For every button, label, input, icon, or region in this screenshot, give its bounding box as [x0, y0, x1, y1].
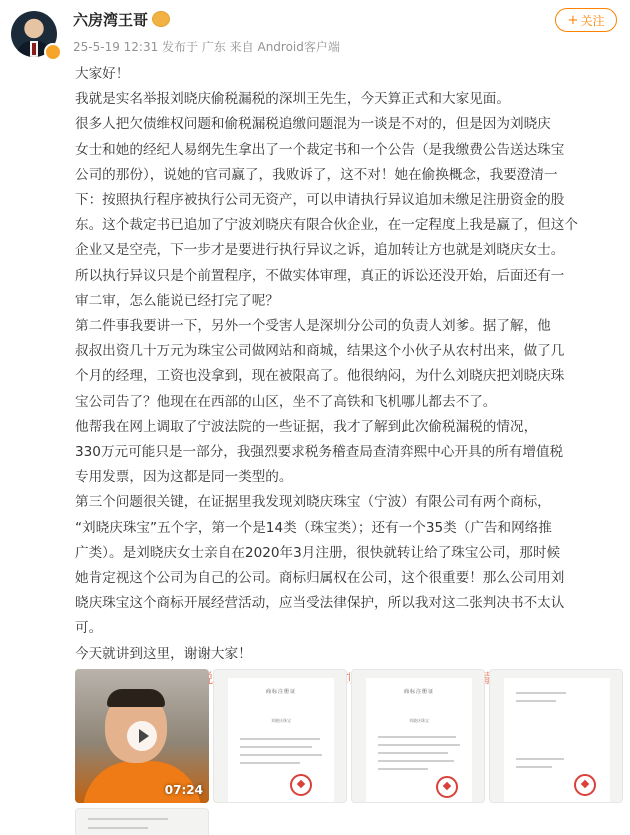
post-text-line: 专用发票，因为这都是同一类型的。 — [75, 469, 293, 486]
document-line — [88, 827, 148, 829]
document-line — [240, 762, 300, 764]
image-thumbnail-1[interactable] — [213, 669, 347, 803]
video-duration: 07:24 — [164, 783, 203, 797]
document-title: 商标注册证 — [403, 689, 434, 695]
document-subtitle: 刘晓庆珠宝 — [409, 718, 429, 723]
plus-icon: + — [567, 12, 579, 28]
post-text-line: 东。这个裁定书已追加了宁波刘晓庆有限合伙企业，在一定程度上我是赢了，但这个 — [75, 217, 578, 234]
post-text-line: 今天就讲到这里，谢谢大家！ — [75, 645, 252, 662]
verified-badge-icon — [44, 43, 62, 61]
document-subtitle: 刘晓庆珠宝 — [271, 718, 291, 723]
post-text-line: 330万元可能只是一部分，我强烈要求税务稽查局查清弈熙中心开具的所有增值税 — [75, 444, 564, 461]
avatar-tie — [32, 43, 36, 55]
document-line — [240, 738, 320, 740]
post-text-line: 第三个问题很关键，在证据里我发现刘晓庆珠宝（宁波）有限公司有两个商标， — [75, 494, 551, 511]
media-grid — [75, 669, 623, 835]
document-line — [378, 752, 448, 754]
document-line — [240, 746, 312, 748]
post-text-line: 个月的经理，工资也没拿到，现在被限高了。他很纳闷，为什么刘晓庆把刘晓庆珠 — [75, 368, 565, 385]
red-seal-icon — [574, 774, 596, 796]
follow-button[interactable] — [555, 8, 617, 32]
post-text-line: 她肯定视这个公司为自己的公司。商标归属权在公司，这个很重要！那么公司用刘 — [75, 570, 565, 587]
post-meta: 25-5-19 12:31 发布于 广东 来自 Android客户端 — [73, 40, 340, 54]
post-text-line: 所以执行异议只是个前置程序，不做实体审理，真正的诉讼还没开始，后面还有一 — [75, 267, 565, 284]
post-text-line: 广类）。是刘晓庆女士亲自在2020年3月注册，很快就转让给了珠宝公司，那时候 — [75, 544, 561, 561]
play-icon[interactable] — [127, 721, 157, 751]
post-header — [0, 0, 630, 62]
document-line — [516, 692, 566, 694]
post-text-line: 公司的那份），说她的官司赢了，我败诉了，这不对！她在偷换概念，我要澄清一 — [75, 166, 558, 183]
image-thumbnail-3[interactable] — [489, 669, 623, 803]
post-text-line: 叔叔出资几十万元为珠宝公司做网站和商城，结果这个小伙子从农村出来，做了几 — [75, 343, 565, 360]
follow-label: 关注 — [580, 13, 605, 28]
document-title: 商标注册证 — [265, 689, 296, 695]
red-seal-icon — [290, 774, 312, 796]
document-page — [504, 678, 610, 802]
document-page — [228, 678, 334, 802]
document-line — [240, 754, 322, 756]
post-text-line: 下：按照执行程序被执行公司无资产，可以申请执行异议追加未缴足注册资金的股 — [75, 192, 565, 209]
document-line — [378, 768, 428, 770]
username[interactable]: 六房湾王哥 — [73, 11, 149, 29]
post-text-line: 我就是实名举报刘晓庆偷税漏税的深圳王先生，今天算正式和大家见面。 — [75, 91, 510, 108]
video-person-hair — [107, 689, 165, 707]
red-seal-icon — [436, 776, 458, 798]
document-page — [366, 678, 472, 802]
post-text-line: 女士和她的经纪人易纲先生拿出了一个裁定书和一个公告（是我缴费公告送达珠宝 — [75, 141, 565, 158]
document-line — [516, 758, 564, 760]
image-thumbnail-2[interactable] — [351, 669, 485, 803]
document-line — [516, 766, 552, 768]
post-text-line: 可。 — [75, 620, 103, 637]
post-text-line: 很多人把欠债维权问题和偷税漏税追缴问题混为一谈是不对的，但是因为刘晓庆 — [75, 116, 551, 133]
post-text-line: 企业又是空壳，下一步才是要进行执行异议之诉，追加转让方也就是刘晓庆女士。 — [75, 242, 565, 259]
document-line — [378, 736, 456, 738]
document-line — [378, 744, 460, 746]
post-text-line: 他帮我在网上调取了宁波法院的一些证据，我才了解到此次偷税漏税的情况， — [75, 418, 538, 435]
video-thumbnail[interactable] — [75, 669, 209, 803]
document-line — [88, 818, 168, 820]
post-content — [75, 62, 623, 692]
post-text-line: 大家好！ — [75, 66, 130, 82]
post-text-line: 第二件事我要讲一下，另外一个受害人是深圳分公司的负责人刘爹。据了解，他 — [75, 318, 551, 335]
post-text-line: “刘晓庆珠宝”五个字，第一个是14类（珠宝类）；还有一个35类（广告和网络推 — [75, 519, 552, 536]
post-text-line: 审二审，怎么能说已经打完了呢？ — [75, 292, 279, 309]
post-text-line: 宝公司告了？他现在在西部的山区，坐不了高铁和飞机哪儿都去不了。 — [75, 393, 497, 410]
document-line — [378, 760, 454, 762]
post-text-line: 晓庆珠宝这个商标开展经营活动，应当受法律保护，所以我对这二张判决书不太认 — [75, 595, 565, 612]
image-thumbnail-4[interactable] — [75, 808, 209, 835]
document-line — [516, 700, 556, 702]
crown-icon — [152, 11, 170, 27]
